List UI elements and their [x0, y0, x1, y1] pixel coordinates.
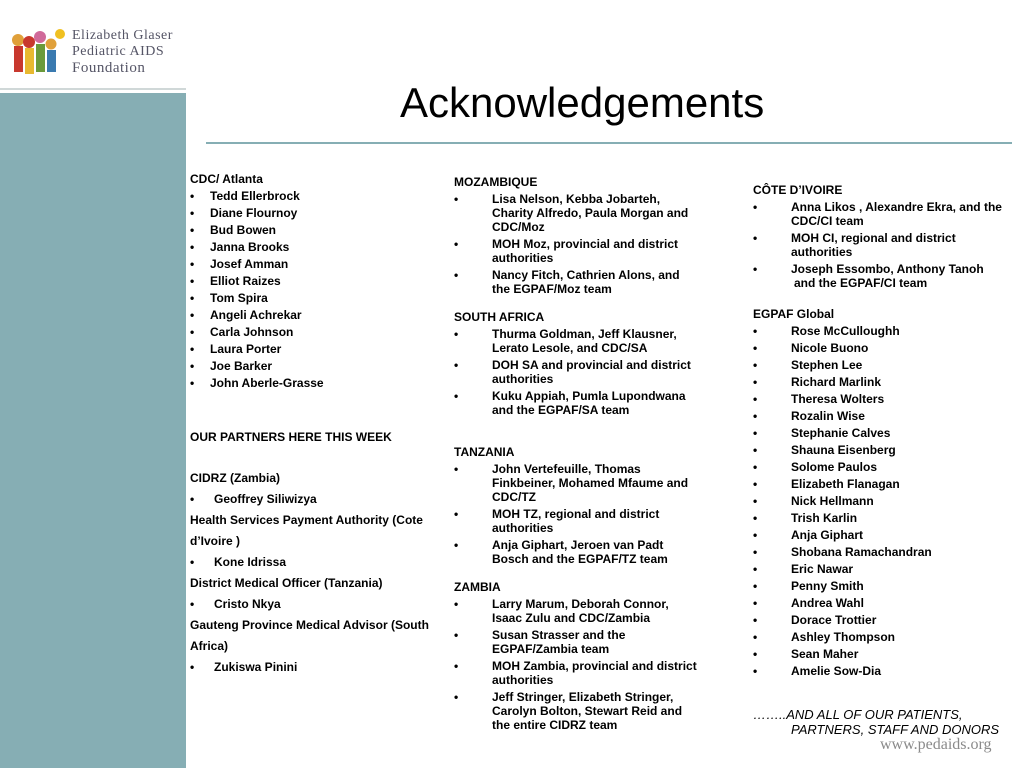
logo-line-1: Elizabeth Glaser — [72, 28, 173, 43]
partner-list — [190, 657, 440, 678]
column-cdc-atlanta — [190, 171, 440, 678]
list-item: • Laura Porter — [190, 341, 440, 358]
list-item: • Andrea Wahl — [753, 596, 1015, 610]
list-item: • Elizabeth Flanagan — [753, 477, 1015, 491]
section-title-tanzania: TANZANIA — [454, 445, 515, 459]
list-item: • Ashley Thompson — [753, 630, 1015, 644]
list-item: • Eric Nawar — [753, 562, 1015, 576]
south-africa-list — [454, 327, 700, 417]
list-item: • Thurma Goldman, Jeff Klausner, Lerato Lesole, and CDC/SA — [454, 327, 700, 355]
logo-line-3: Foundation — [72, 60, 146, 76]
page-title: Acknowledgements — [400, 79, 765, 127]
sidebar-top-divider — [0, 88, 186, 90]
list-item: • Stephanie Calves — [753, 426, 1015, 440]
egpaf-global-list — [753, 324, 1015, 678]
closing-line-1: ……..AND ALL OF OUR PATIENTS, — [753, 707, 963, 722]
list-item: • DOH SA and provincial and district authorities — [454, 358, 700, 386]
list-item: • MOH Moz, provincial and district authorities — [454, 237, 700, 265]
list-item: • MOH CI, regional and district authorities — [753, 231, 1015, 259]
partner-person: • Zukiswa Pinini — [190, 657, 440, 678]
partner-org: District Medical Officer (Tanzania) — [190, 576, 383, 590]
list-item: • Angeli Achrekar — [190, 307, 440, 324]
list-item: • Rose McCulloughh — [753, 324, 1015, 338]
list-item: • Dorace Trottier — [753, 613, 1015, 627]
list-item: • John Vertefeuille, Thomas Finkbeiner, Mohamed Mfaume and CDC/TZ — [454, 462, 700, 504]
list-item: • Jeff Stringer, Elizabeth Stringer, Carolyn Bolton, Stewart Reid and the entire CIDRZ team — [454, 690, 700, 732]
cdc-atlanta-list — [190, 188, 440, 392]
section-title-south-africa: SOUTH AFRICA — [454, 310, 545, 324]
list-item: • Anna Likos , Alexandre Ekra, and the CDC/CI team — [753, 200, 1015, 228]
partner-org: Gauteng Province Medical Advisor (South Africa) — [190, 618, 429, 653]
list-item: • Tom Spira — [190, 290, 440, 307]
list-item: • Solome Paulos — [753, 460, 1015, 474]
partner-org: Health Services Payment Authority (Cote d’Ivoire ) — [190, 513, 423, 548]
list-item: • Theresa Wolters — [753, 392, 1015, 406]
list-item: • Elliot Raizes — [190, 273, 440, 290]
partner-list — [190, 552, 440, 573]
tanzania-list — [454, 462, 700, 566]
section-title-egpaf-global: EGPAF Global — [753, 307, 835, 321]
list-item: • Anja Giphart, Jeroen van Padt Bosch and the EGPAF/TZ team — [454, 538, 700, 566]
partner-list — [190, 489, 440, 510]
list-item: • Carla Johnson — [190, 324, 440, 341]
list-item: • Kuku Appiah, Pumla Lupondwana and the EGPAF/SA team — [454, 389, 700, 417]
list-item: • Nick Hellmann — [753, 494, 1015, 508]
list-item: • Diane Flournoy — [190, 205, 440, 222]
list-item: • MOH Zambia, provincial and district authorities — [454, 659, 700, 687]
list-item: • Sean Maher — [753, 647, 1015, 661]
list-item: • Anja Giphart — [753, 528, 1015, 542]
column-cote-egpaf — [753, 183, 1015, 681]
list-item: • Richard Marlink — [753, 375, 1015, 389]
closing-line-2: PARTNERS, STAFF AND DONORS — [791, 722, 1000, 737]
foundation-logo — [8, 26, 183, 82]
column-countries — [454, 175, 700, 735]
list-item: • Joe Barker — [190, 358, 440, 375]
zambia-list — [454, 597, 700, 732]
partner-list — [190, 594, 440, 615]
list-item: • Penny Smith — [753, 579, 1015, 593]
list-item: • Trish Karlin — [753, 511, 1015, 525]
logo-line-2: Pediatric AIDS — [72, 44, 165, 59]
list-item: • Shobana Ramachandran — [753, 545, 1015, 559]
list-item: • Nancy Fitch, Cathrien Alons, and the EGPAF/Moz team — [454, 268, 700, 296]
list-item-continuation: and the EGPAF/CI team — [794, 276, 928, 290]
partner-org: CIDRZ (Zambia) — [190, 471, 280, 485]
list-item: • Bud Bowen — [190, 222, 440, 239]
title-divider — [206, 142, 1012, 144]
partner-person: • Cristo Nkya — [190, 594, 440, 615]
sidebar-band — [0, 93, 186, 768]
list-item: • Susan Strasser and the EGPAF/Zambia team — [454, 628, 700, 656]
list-item: • Josef Amman — [190, 256, 440, 273]
list-item: • Joseph Essombo, Anthony Tanoh — [753, 262, 1015, 276]
list-item: • Larry Marum, Deborah Connor, Isaac Zulu and CDC/Zambia — [454, 597, 700, 625]
section-title-zambia: ZAMBIA — [454, 580, 501, 594]
section-title-partners: OUR PARTNERS HERE THIS WEEK — [190, 430, 392, 444]
list-item: • Rozalin Wise — [753, 409, 1015, 423]
section-title-cdc-atlanta: CDC/ Atlanta — [190, 172, 263, 186]
closing-note — [753, 707, 1015, 737]
list-item: • Janna Brooks — [190, 239, 440, 256]
list-item: • Stephen Lee — [753, 358, 1015, 372]
list-item: • Shauna Eisenberg — [753, 443, 1015, 457]
header-separator — [906, 142, 1012, 144]
list-item: • John Aberle-Grasse — [190, 375, 440, 392]
list-item: • Lisa Nelson, Kebba Jobarteh, Charity Alfredo, Paula Morgan and CDC/Moz — [454, 192, 700, 234]
cote-divoire-list — [753, 200, 1015, 276]
partner-person: • Geoffrey Siliwizya — [190, 489, 440, 510]
list-item: • MOH TZ, regional and district authorities — [454, 507, 700, 535]
partner-person: • Kone Idrissa — [190, 552, 440, 573]
footer-website: www.pedaids.org — [880, 736, 992, 753]
children-logo-icon — [8, 26, 68, 82]
mozambique-list — [454, 192, 700, 296]
list-item: • Tedd Ellerbrock — [190, 188, 440, 205]
section-title-mozambique: MOZAMBIQUE — [454, 175, 538, 189]
section-title-cote-divoire: CÔTE D’IVOIRE — [753, 183, 843, 197]
list-item: • Amelie Sow-Dia — [753, 664, 1015, 678]
list-item: • Nicole Buono — [753, 341, 1015, 355]
